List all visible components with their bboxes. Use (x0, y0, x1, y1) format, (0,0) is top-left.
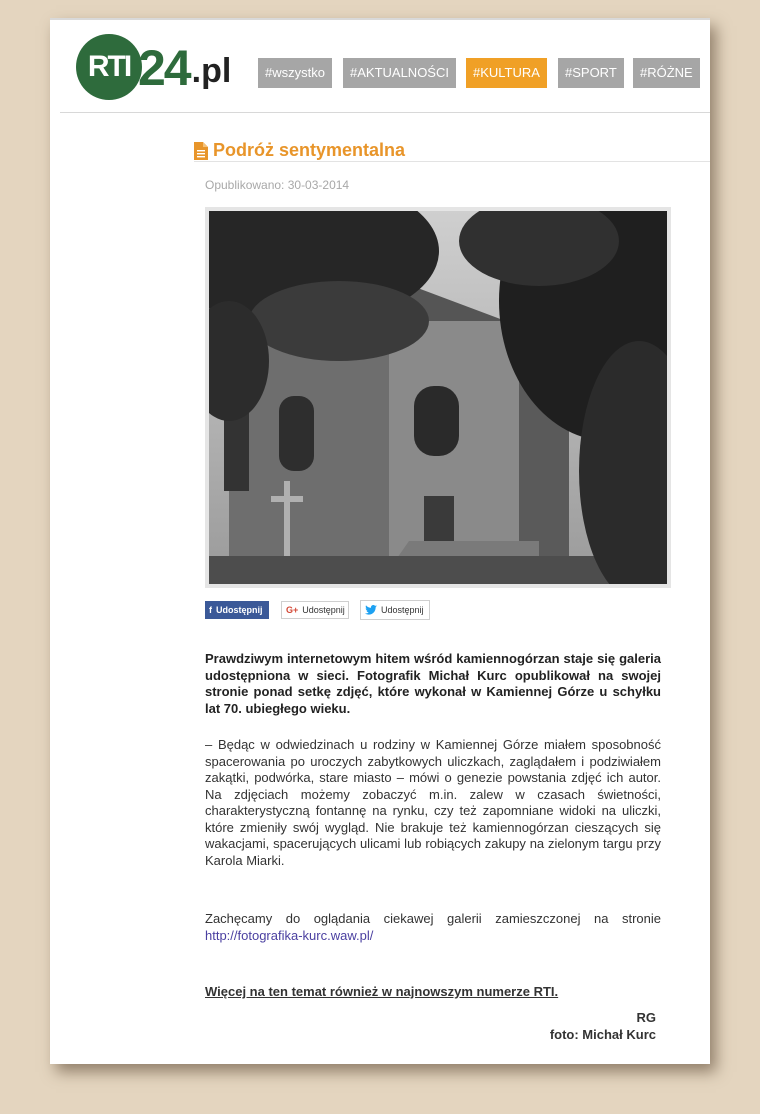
document-icon (194, 142, 208, 160)
article-title: Podróż sentymentalna (213, 140, 406, 160)
nav-item-kultura[interactable]: #KULTURA (466, 58, 547, 88)
twitter-share-label: Udostępnij (381, 605, 424, 615)
article-lead: Prawdziwym internetowym hitem wśród kamiennogórzan staje się galeria udostępniona w sieci. Fotografik Michał Kurc opublikował na swojej stronie ponad setkę zdjęć, które wykonał w Kamiennej Górze u schyłku lat 70. ubiegłego wieku. (205, 651, 661, 716)
church-photo (209, 211, 667, 584)
google-share-label: Udostępnij (302, 605, 345, 615)
article-signature (550, 1009, 656, 1043)
author-initials: RG (636, 1010, 656, 1025)
nav-item-wszystko[interactable]: #wszystko (258, 58, 332, 88)
more-in-rti-link[interactable]: Więcej na ten temat również w najnowszym numerze RTI. (205, 984, 559, 999)
facebook-share-button[interactable] (205, 601, 269, 619)
article-body-paragraph: – Będąc w odwiedzinach u rodziny w Kamiennej Górze miałem sposobność spacerowania po uroczych zabytkowych uliczkach, zaglądałem i podziwiałem zakątki, podwórka, stare miasto – mówi o genezie powstania zdjęć ich autor. Na zdjęciach możemy zobaczyć m.in. zalew w czasach świetności, charakterystyczną fontannę na rynku, czy też zapomniane widoki na uliczki, które zmieniły swój wygląd. Nie brakuje też kamiennogórzan cieszących się wakacjami, spacerujących ulicami lub robiących zakupy na zielonym targu przy Karola Miarki. (205, 737, 661, 868)
page-container (50, 18, 710, 1064)
title-divider (194, 161, 710, 162)
top-border (50, 18, 710, 20)
site-logo[interactable] (76, 30, 231, 100)
logo-suffix: .pl (191, 52, 232, 90)
nav-item-sport[interactable]: #SPORT (558, 58, 624, 88)
logo-circle: RTI (76, 34, 142, 100)
google-share-button[interactable] (281, 601, 349, 619)
facebook-share-label: Udostępnij (216, 605, 263, 615)
gallery-link[interactable]: http://fotografika-kurc.waw.pl/ (205, 927, 374, 943)
nav-item-aktualnosci[interactable]: #AKTUALNOŚCI (343, 58, 456, 88)
article-gallery-paragraph (205, 911, 661, 944)
google-plus-icon: G+ (286, 605, 299, 615)
facebook-icon: f (209, 605, 212, 615)
photo-credit: foto: Michał Kurc (549, 1027, 656, 1042)
article-photo[interactable] (205, 207, 671, 588)
published-date: Opublikowano: 30-03-2014 (205, 178, 350, 192)
header-divider (60, 112, 710, 113)
logo-number: 24 (138, 40, 190, 96)
twitter-share-button[interactable] (360, 600, 430, 620)
article-title-row (194, 140, 405, 161)
gallery-invite-text: Zachęcamy do oglądania ciekawej galerii zamieszczonej na stronie (205, 911, 661, 926)
twitter-icon (365, 605, 377, 615)
nav-item-rozne[interactable]: #RÓŻNE (633, 58, 700, 88)
